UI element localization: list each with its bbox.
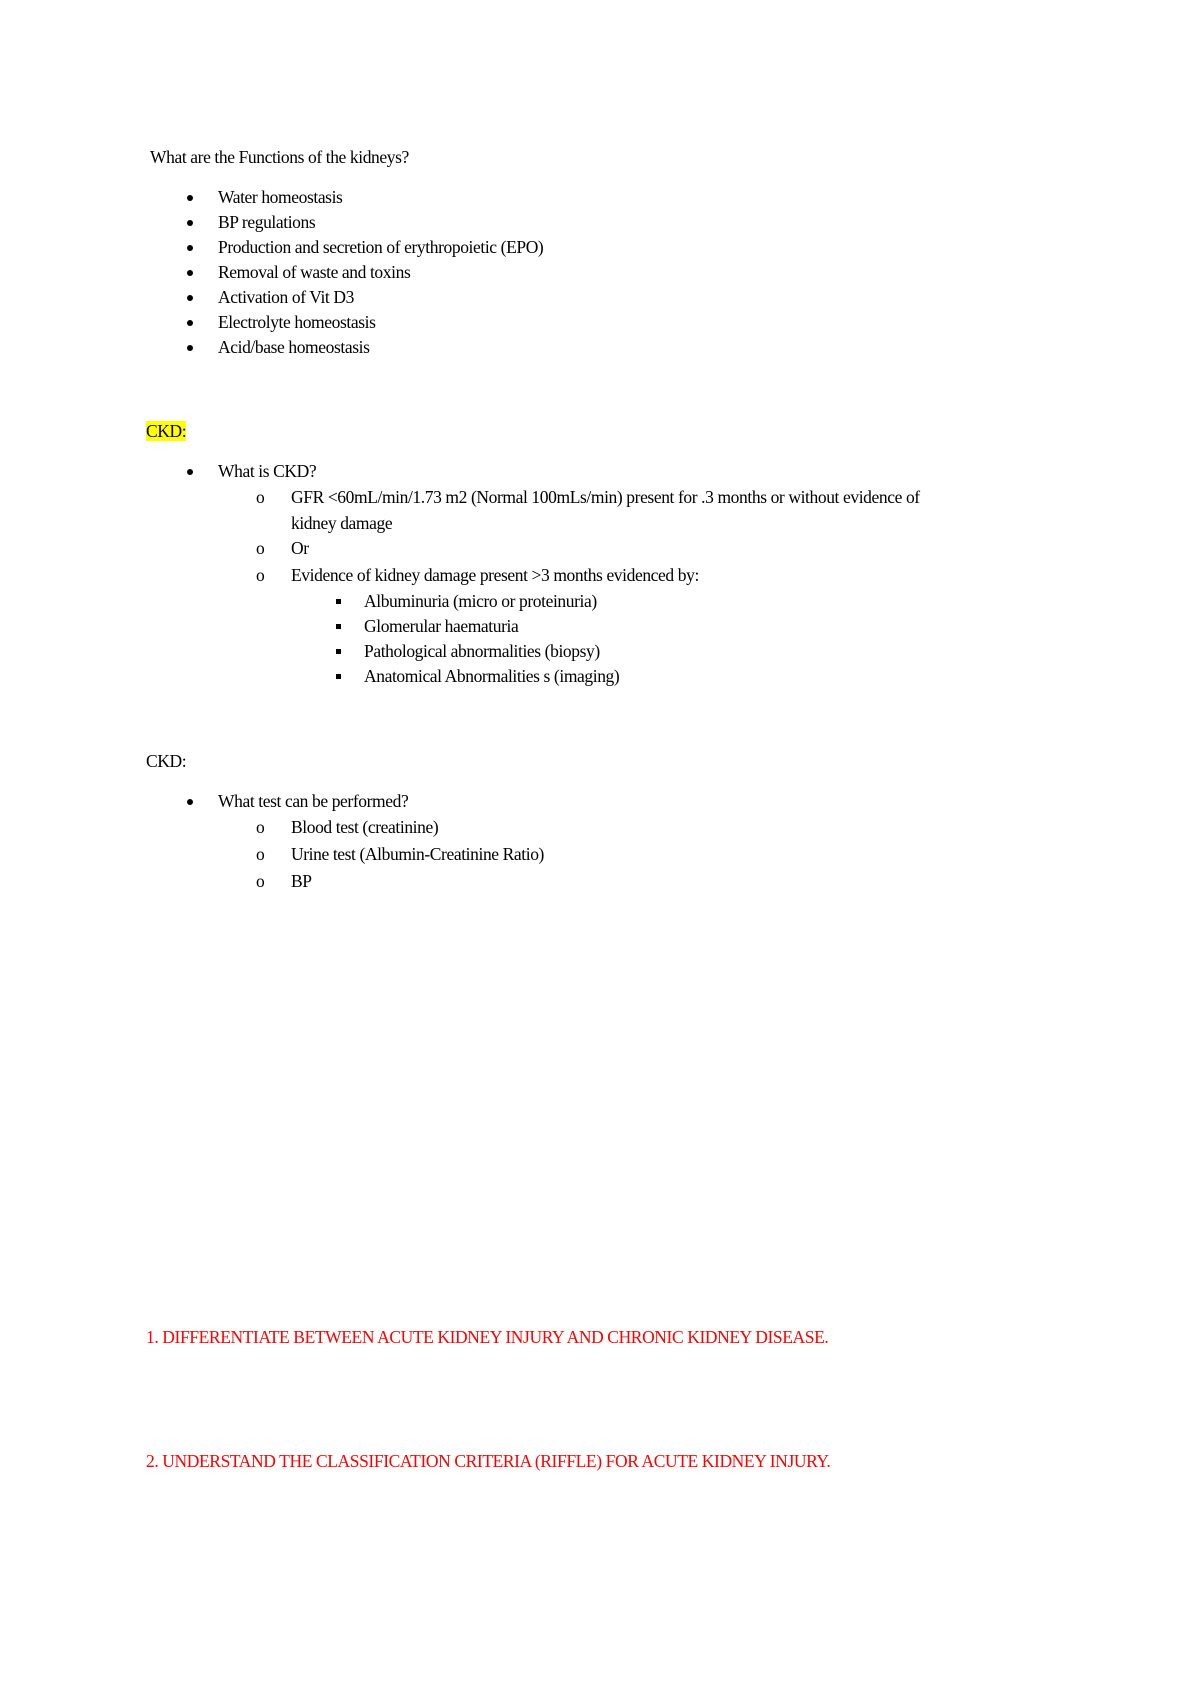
objective-2: 2. UNDERSTAND THE CLASSIFICATION CRITERIA (RIFFLE) FOR ACUTE KIDNEY INJURY.	[146, 1451, 831, 1471]
bullet-icon	[187, 799, 193, 805]
square-bullet-icon	[336, 624, 341, 629]
circle-bullet-icon: o	[256, 565, 265, 585]
ckd-question: What is CKD?	[218, 461, 317, 481]
objective-1: 1. DIFFERENTIATE BETWEEN ACUTE KIDNEY INJURY AND CHRONIC KIDNEY DISEASE.	[146, 1327, 829, 1347]
circle-bullet-icon: o	[256, 538, 265, 558]
function-item: Activation of Vit D3	[218, 287, 354, 307]
square-bullet-icon	[336, 674, 341, 679]
function-item: Acid/base homeostasis	[218, 337, 370, 357]
circle-bullet-icon: o	[256, 487, 265, 507]
ckd-heading-2: CKD:	[146, 751, 187, 771]
functions-question: What are the Functions of the kidneys?	[150, 147, 409, 167]
circle-bullet-icon: o	[256, 844, 265, 864]
bullet-icon	[187, 245, 193, 251]
square-bullet-icon	[336, 599, 341, 604]
bullet-icon	[187, 345, 193, 351]
circle-bullet-icon: o	[256, 871, 265, 891]
function-item: Removal of waste and toxins	[218, 262, 411, 282]
ckd-definition-line: Or	[291, 538, 309, 558]
evidence-item: Albuminuria (micro or proteinuria)	[364, 591, 597, 611]
ckd-heading-highlighted	[146, 420, 186, 442]
function-item: Electrolyte homeostasis	[218, 312, 376, 332]
square-bullet-icon	[336, 649, 341, 654]
bullet-icon	[187, 320, 193, 326]
function-item: Production and secretion of erythropoietic (EPO)	[218, 237, 544, 257]
evidence-item: Pathological abnormalities (biopsy)	[364, 641, 600, 661]
bullet-icon	[187, 469, 193, 475]
test-item: Urine test (Albumin-Creatinine Ratio)	[291, 844, 544, 864]
bullet-icon	[187, 295, 193, 301]
ckd-definition-line: Evidence of kidney damage present >3 months evidenced by:	[291, 565, 699, 585]
circle-bullet-icon: o	[256, 817, 265, 837]
function-item: BP regulations	[218, 212, 316, 232]
ckd-definition-line: kidney damage	[291, 513, 393, 533]
test-item: BP	[291, 871, 312, 891]
function-item: Water homeostasis	[218, 187, 343, 207]
ckd-definition-line: GFR <60mL/min/1.73 m2 (Normal 100mLs/min) present for .3 months or without evidence of	[291, 487, 920, 507]
test-item: Blood test (creatinine)	[291, 817, 439, 837]
bullet-icon	[187, 195, 193, 201]
ckd-test-question: What test can be performed?	[218, 791, 409, 811]
bullet-icon	[187, 220, 193, 226]
evidence-item: Glomerular haematuria	[364, 616, 519, 636]
ckd-heading-text: CKD:	[146, 421, 187, 441]
bullet-icon	[187, 270, 193, 276]
evidence-item: Anatomical Abnormalities s (imaging)	[364, 666, 620, 686]
